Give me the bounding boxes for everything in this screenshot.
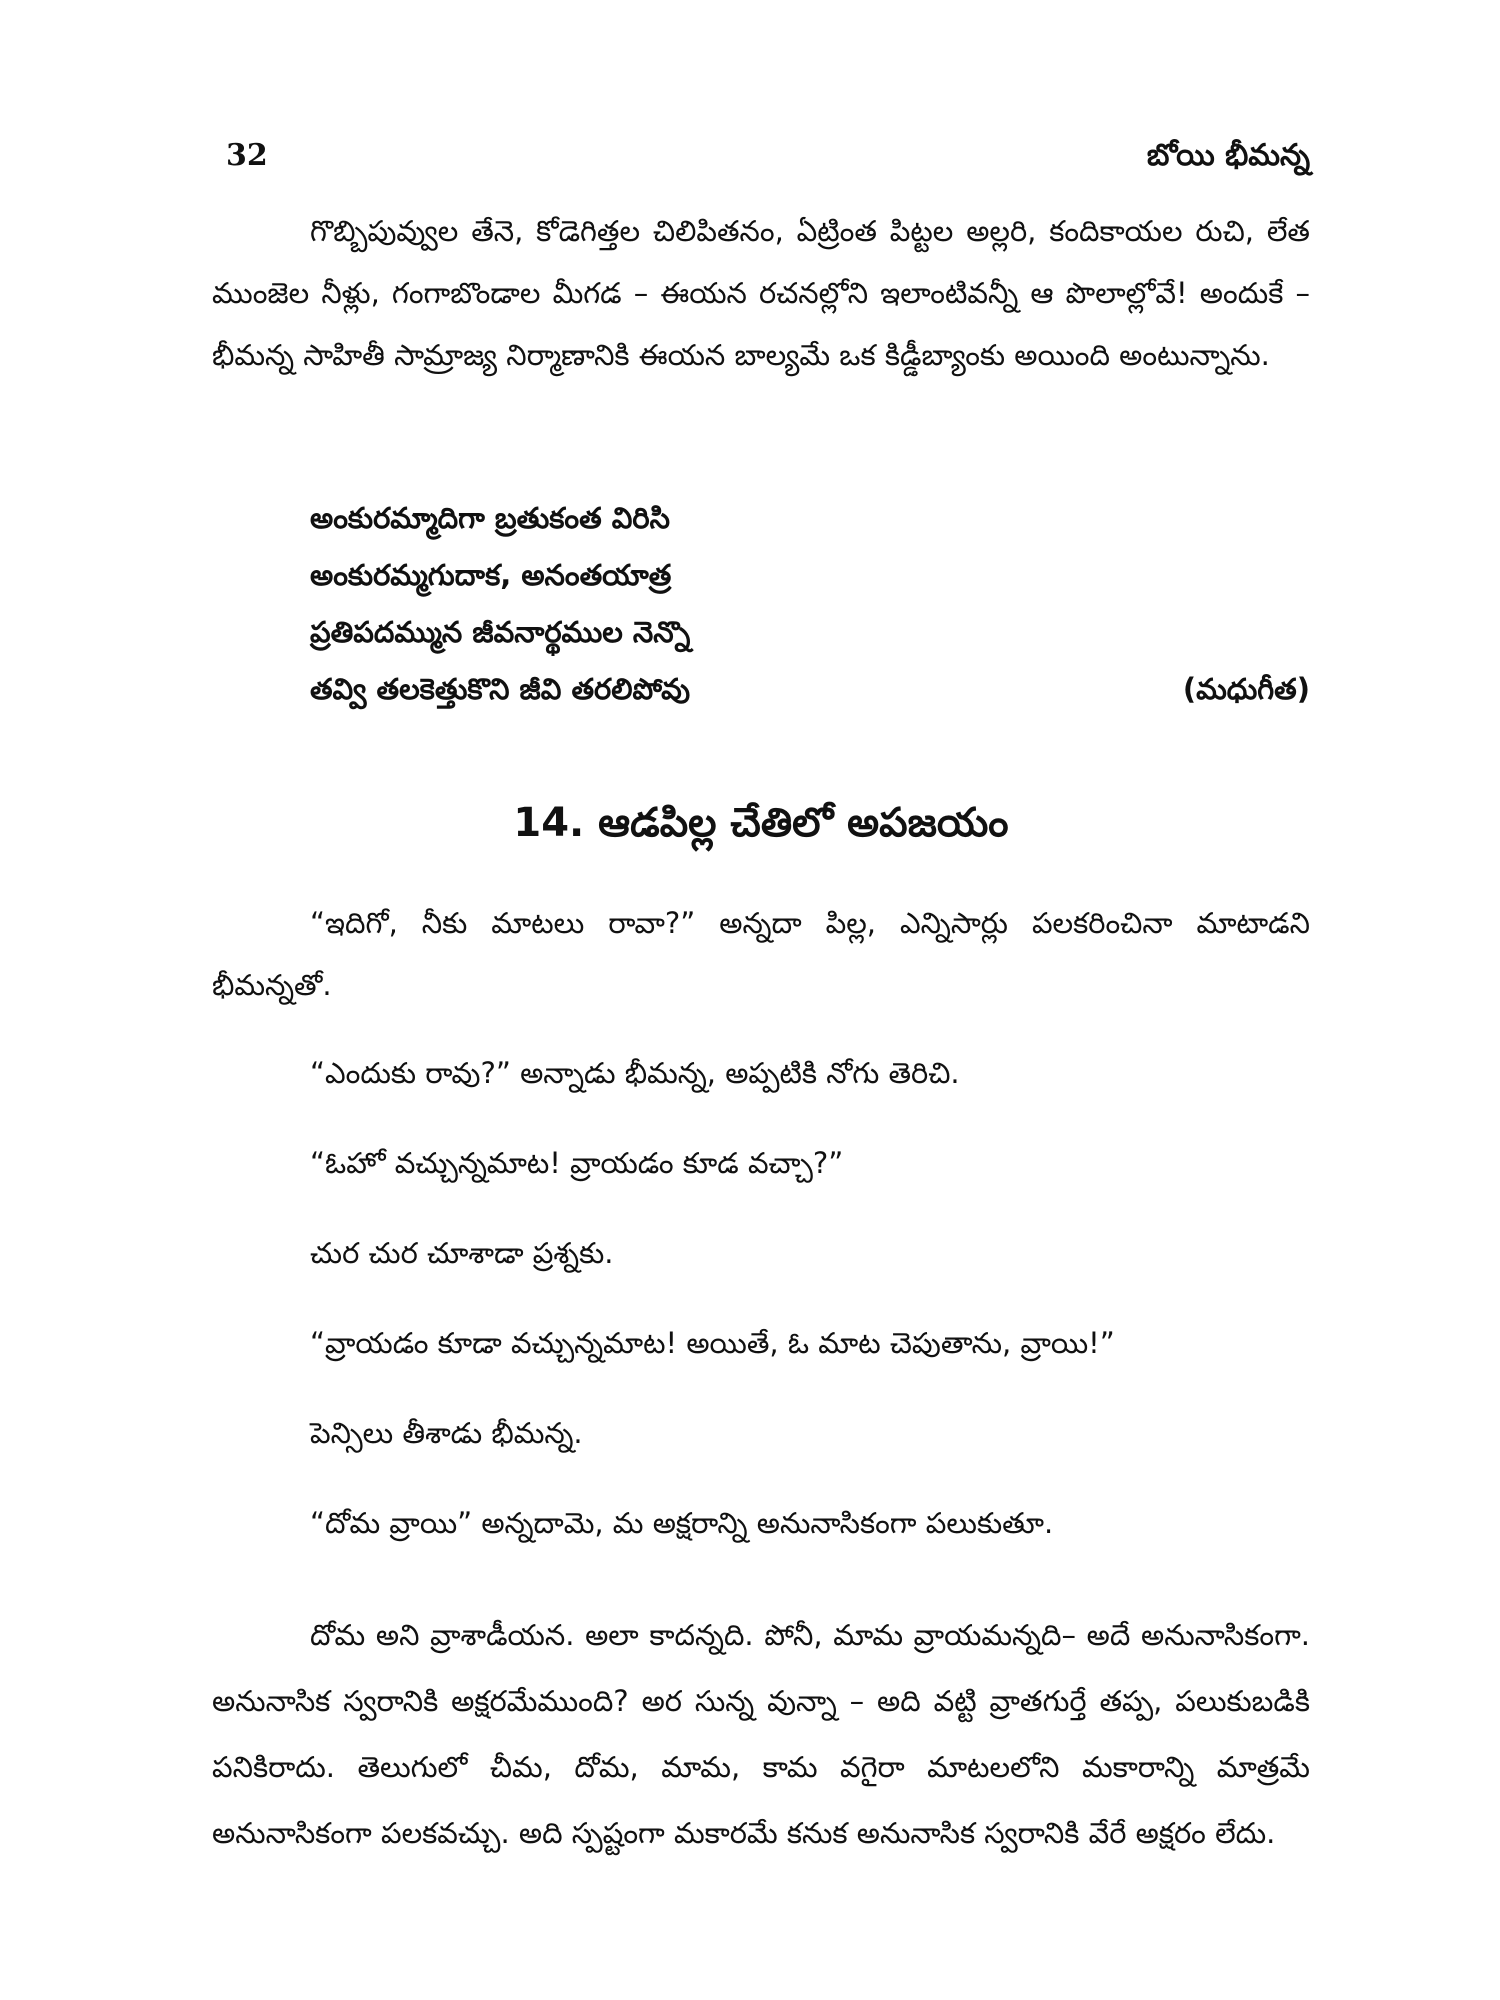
intro-paragraph: గొబ్బిపువ్వుల తేనె, కోడెగిత్తల చిలిపితనం, ఏట్రింత పిట్టల అల్లరి, కందికాయల రుచి, లేత ముంజెల నీళ్లు, గంగాబొండాల మీగడ – ఈయన రచనల్లోని ఇలాంటివన్నీ ఆ పొలాల్లోవే! అందుకే – భీమన్న సాహితీ సామ్రాజ్య నిర్మాణానికి ఈయన బాల్యమే ఒక కిడ్డీబ్యాంకు అయింది అంటున్నాను. xyxy=(212,214,1310,372)
dialogue-paragraph: “వ్రాయడం కూడా వచ్చున్నమాట! అయితే, ఓ మాట చెపుతాను, వ్రాయి!” xyxy=(310,1326,1115,1360)
verse-line: అంకురమ్మగుదాక, అనంతయాత్ర xyxy=(310,558,672,592)
verse-block xyxy=(310,490,1310,718)
dialogue-paragraph: “ఎందుకు రావు?” అన్నాడు భీమన్న, అప్పటికి నోగు తెరిచి. xyxy=(310,1056,960,1090)
dialogue-paragraph: చుర చుర చూశాడా ప్రశ్నకు. xyxy=(310,1236,614,1270)
verse-line: ప్రతిపదమ్మున జీవనార్థముల నెన్నొ xyxy=(310,615,691,649)
page-number: 32 xyxy=(226,138,268,173)
verse-source: (మధుగీత) xyxy=(1182,672,1310,706)
running-title: బోయి భీమన్న xyxy=(1146,138,1310,173)
dialogue-paragraph: “ఓహో వచ్చున్నమాట! వ్రాయడం కూడ వచ్చా?” xyxy=(310,1146,844,1180)
intro-paragraph-block xyxy=(212,200,1310,386)
dialogue-paragraph: “ఇదిగో, నీకు మాటలు రావా?” అన్నదా పిల్ల, ఎన్నిసార్లు పలకరించినా మాటాడని భీమన్నతో. xyxy=(212,906,1310,1002)
chapter-title: 14. ఆడపిల్ల చేతిలో అపజయం xyxy=(513,800,1009,846)
final-paragraph-block xyxy=(212,1602,1310,1866)
dialogue-section xyxy=(212,892,1310,1582)
dialogue-paragraph: “దోమ వ్రాయి” అన్నదామె, మ అక్షరాన్ని అనునాసికంగా పలుకుతూ. xyxy=(310,1506,1054,1540)
final-paragraph: దోమ అని వ్రాశాడీయన. అలా కాదన్నది. పోనీ, మామ వ్రాయమన్నది– అదే అనునాసికంగా. అనునాసిక స్వరానికి అక్షరమేముంది? అర సున్న వున్నా – అది వట్టి వ్రాతగుర్తే తప్ప, పలుకుబడికి పనికిరాదు. తెలుగులో చీమ, దోమ, మామ, కామ వగైరా మాటలలోని మకారాన్ని మాత్రమే అనునాసికంగా పలకవచ్చు. అది స్పష్టంగా మకారమే కనుక అనునాసిక స్వరానికి వేరే అక్షరం లేదు. xyxy=(212,1618,1310,1850)
verse-line: అంకురమ్మాదిగా బ్రతుకంత విరిసి xyxy=(310,501,670,535)
dialogue-paragraph: పెన్సిలు తీశాడు భీమన్న. xyxy=(310,1416,583,1450)
page-header xyxy=(212,138,1310,188)
verse-line: తవ్వి తలకెత్తుకొని జీవి తరలిపోవు xyxy=(310,672,691,706)
